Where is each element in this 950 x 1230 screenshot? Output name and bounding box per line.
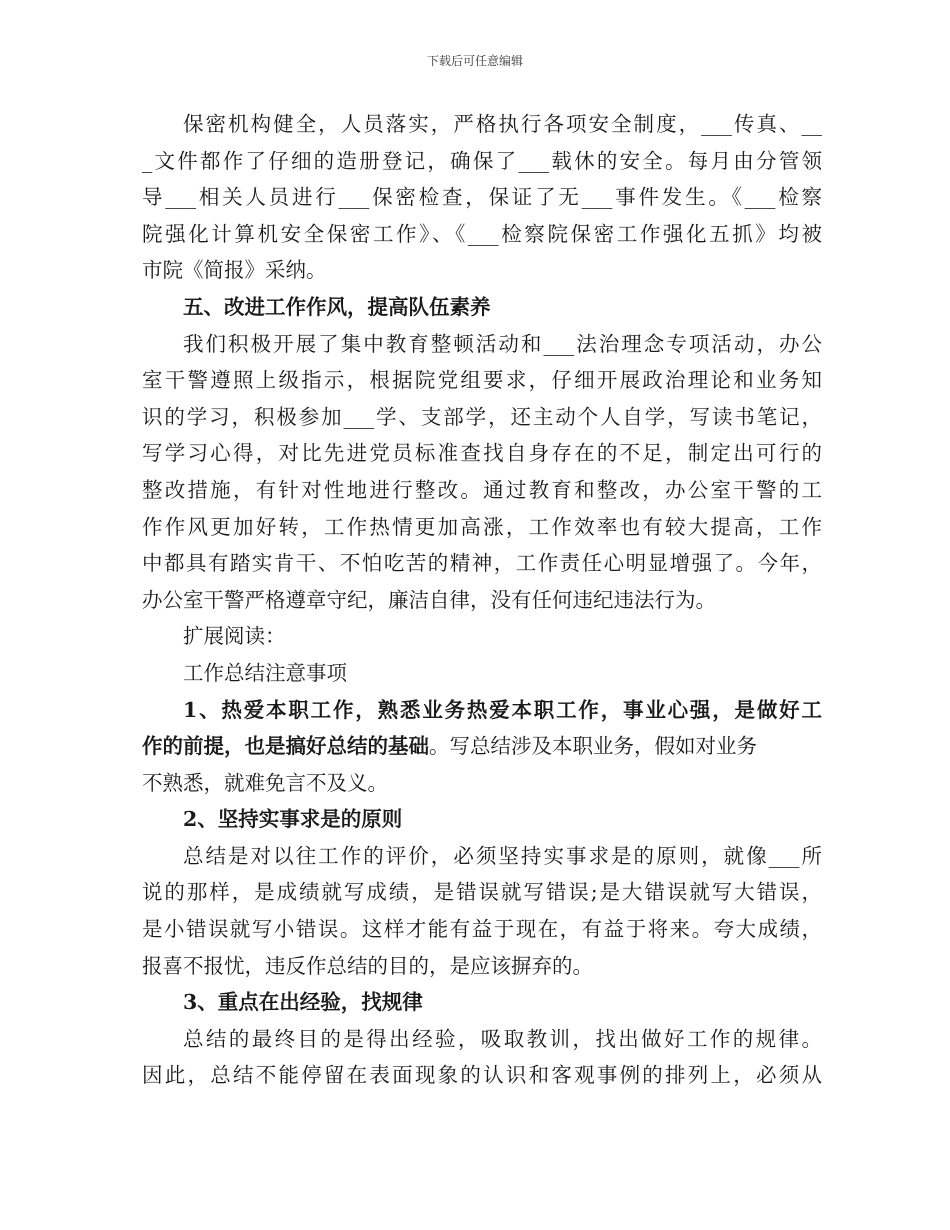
paragraph-point-1 — [142, 692, 822, 802]
text-line: 识的学习，积极参加___学、支部学，还主动个人自学，写读书笔记， — [142, 404, 822, 429]
text-line: 作作风更加好转，工作热情更加高涨，工作效率也有较大提高，工作 — [142, 514, 822, 539]
text-line: 总结是对以往工作的评价，必须坚持实事求是的原则，就像___所 — [183, 843, 822, 868]
text-line-mixed — [142, 728, 822, 765]
text-line: 市院《简报》采纳。 — [142, 258, 327, 283]
section-heading: 五、改进工作作风，提高队伍素养 — [183, 294, 491, 319]
text-line: 是小错误就写小错误。这样才能有益于现在，有益于将来。夸大成绩， — [142, 917, 822, 942]
extended-reading-label: 扩展阅读： — [183, 624, 286, 649]
text-line: 我们积极开展了集中教育整顿活动和___法治理念专项活动，办公 — [183, 331, 822, 356]
text-line: 因此，总结不能停留在表面现象的认识和客观事例的排列上，必须从 — [142, 1063, 822, 1088]
section-heading: 3、重点在出经验，找规律 — [183, 990, 423, 1015]
section-heading: 2、坚持实事求是的原则 — [183, 807, 403, 832]
paragraph-work-style — [142, 326, 822, 619]
text-line: 院强化计算机安全保密工作》、《___检察院保密工作强化五抓》均被 — [142, 221, 822, 246]
text-line: 总结的最终目的是得出经验，吸取教训，找出做好工作的规律。 — [183, 1026, 822, 1051]
notes-title: 工作总结注意事项 — [183, 660, 347, 685]
text-line: 1、热爱本职工作，熟悉业务热爱本职工作，事业心强，是做好工 — [183, 697, 822, 722]
text-line: 整改措施，有针对性地进行整改。通过教育和整改，办公室干警的工 — [142, 477, 822, 502]
paragraph-point-3 — [142, 1021, 822, 1094]
text-line: 室干警遵照上级指示，根据院党组要求，仔细开展政治理论和业务知 — [142, 368, 822, 393]
document-body — [142, 106, 822, 1094]
text-line: _文件都作了仔细的造册登记，确保了___载休的安全。每月由分管领 — [142, 148, 822, 173]
text-line: 中都具有踏实肯干、不怕吃苦的精神，工作责任心明显增强了。今年， — [142, 551, 822, 576]
text-line: 保密机构健全，人员落实，严格执行各项安全制度，___传真、__ — [183, 112, 822, 136]
text-line: 说的那样，是成绩就写成绩，是错误就写错误;是大错误就写大错误， — [142, 880, 822, 905]
text-line: 报喜不报忧，违反作总结的目的，是应该摒弃的。 — [142, 953, 593, 978]
text-line: 不熟悉，就难免言不及义。 — [142, 770, 388, 795]
text-line: 办公室干警严格遵章守纪，廉洁自律，没有任何违纪违法行为。 — [142, 587, 716, 612]
page-header: 下载后可任意编辑 — [426, 54, 523, 68]
text-span: 。写总结涉及本职业务，假如对业务 — [429, 734, 757, 759]
paragraph-security — [142, 106, 822, 289]
text-line: 写学习心得，对比先进党员标准查找自身存在的不足，制定出可行的 — [142, 441, 822, 466]
paragraph-point-2 — [142, 838, 822, 984]
text-line: 导___相关人员进行___保密检查，保证了无___事件发生。《___检察 — [142, 185, 822, 210]
bold-text: 作的前提，也是搞好总结的基础 — [142, 734, 429, 759]
